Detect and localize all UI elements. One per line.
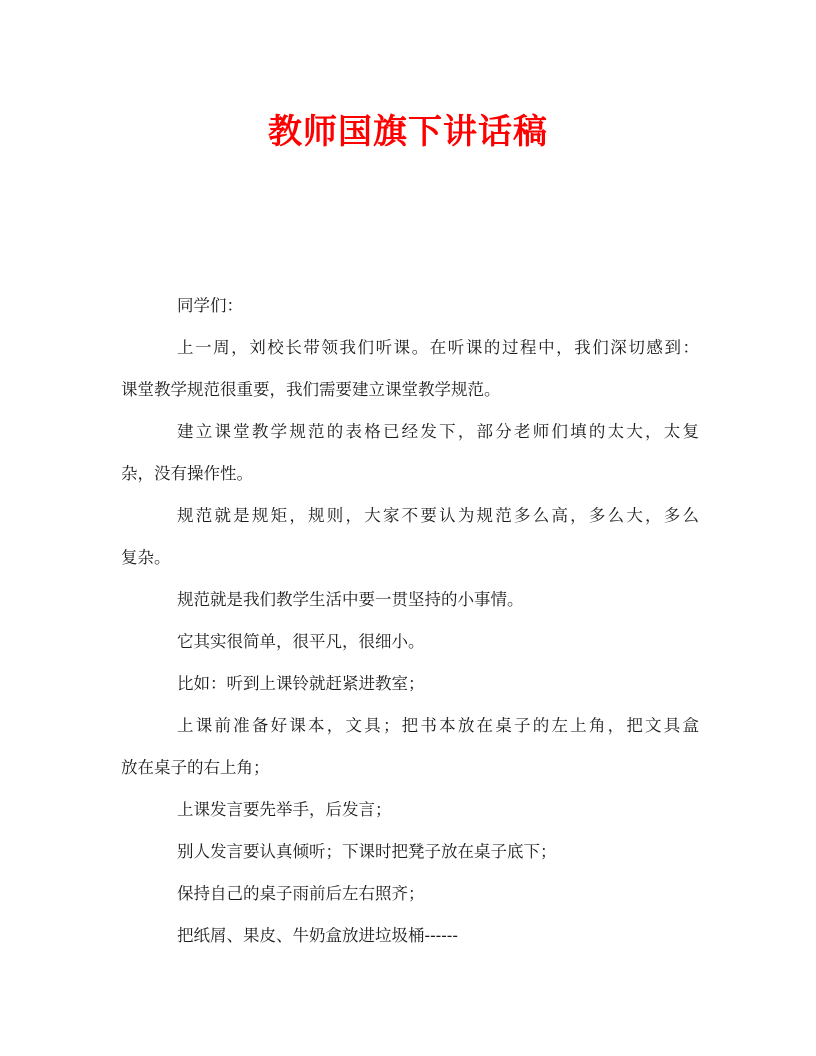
paragraph-line: 杂，没有操作性。 <box>121 464 253 483</box>
paragraph-line: 它其实很简单，很平凡，很细小。 <box>177 632 425 651</box>
document-body <box>121 285 699 957</box>
paragraph-line: 保持自己的桌子雨前后左右照齐； <box>177 884 425 903</box>
paragraph-line: 上课发言要先举手，后发言； <box>177 800 392 819</box>
document-title: 教师国旗下讲话稿 <box>268 112 548 152</box>
paragraph-line: 比如：听到上课铃就赶紧进教室； <box>177 674 425 693</box>
paragraph-line: 规范就是我们教学生活中要一贯坚持的小事情。 <box>177 590 524 609</box>
paragraph-line: 复杂。 <box>121 548 171 567</box>
paragraph-line: 规范就是规矩，规则，大家不要认为规范多么高，多么大，多么 <box>177 506 699 525</box>
paragraph-line: 上课前准备好课本，文具；把书本放在桌子的左上角，把文具盒 <box>177 716 699 735</box>
paragraph-line: 上一周，刘校长带领我们听课。在听课的过程中，我们深切感到： <box>177 338 699 357</box>
paragraph-line: 建立课堂教学规范的表格已经发下，部分老师们填的太大，太复 <box>177 422 699 441</box>
paragraph-line: 课堂教学规范很重要，我们需要建立课堂教学规范。 <box>121 380 501 399</box>
paragraph-line: 别人发言要认真倾听；下课时把凳子放在桌子底下； <box>177 842 557 861</box>
paragraph-line: 把纸屑、果皮、牛奶盒放进垃圾桶------ <box>177 926 458 945</box>
paragraph-line: 放在桌子的右上角； <box>121 758 270 777</box>
paragraph-line: 同学们： <box>177 296 243 315</box>
